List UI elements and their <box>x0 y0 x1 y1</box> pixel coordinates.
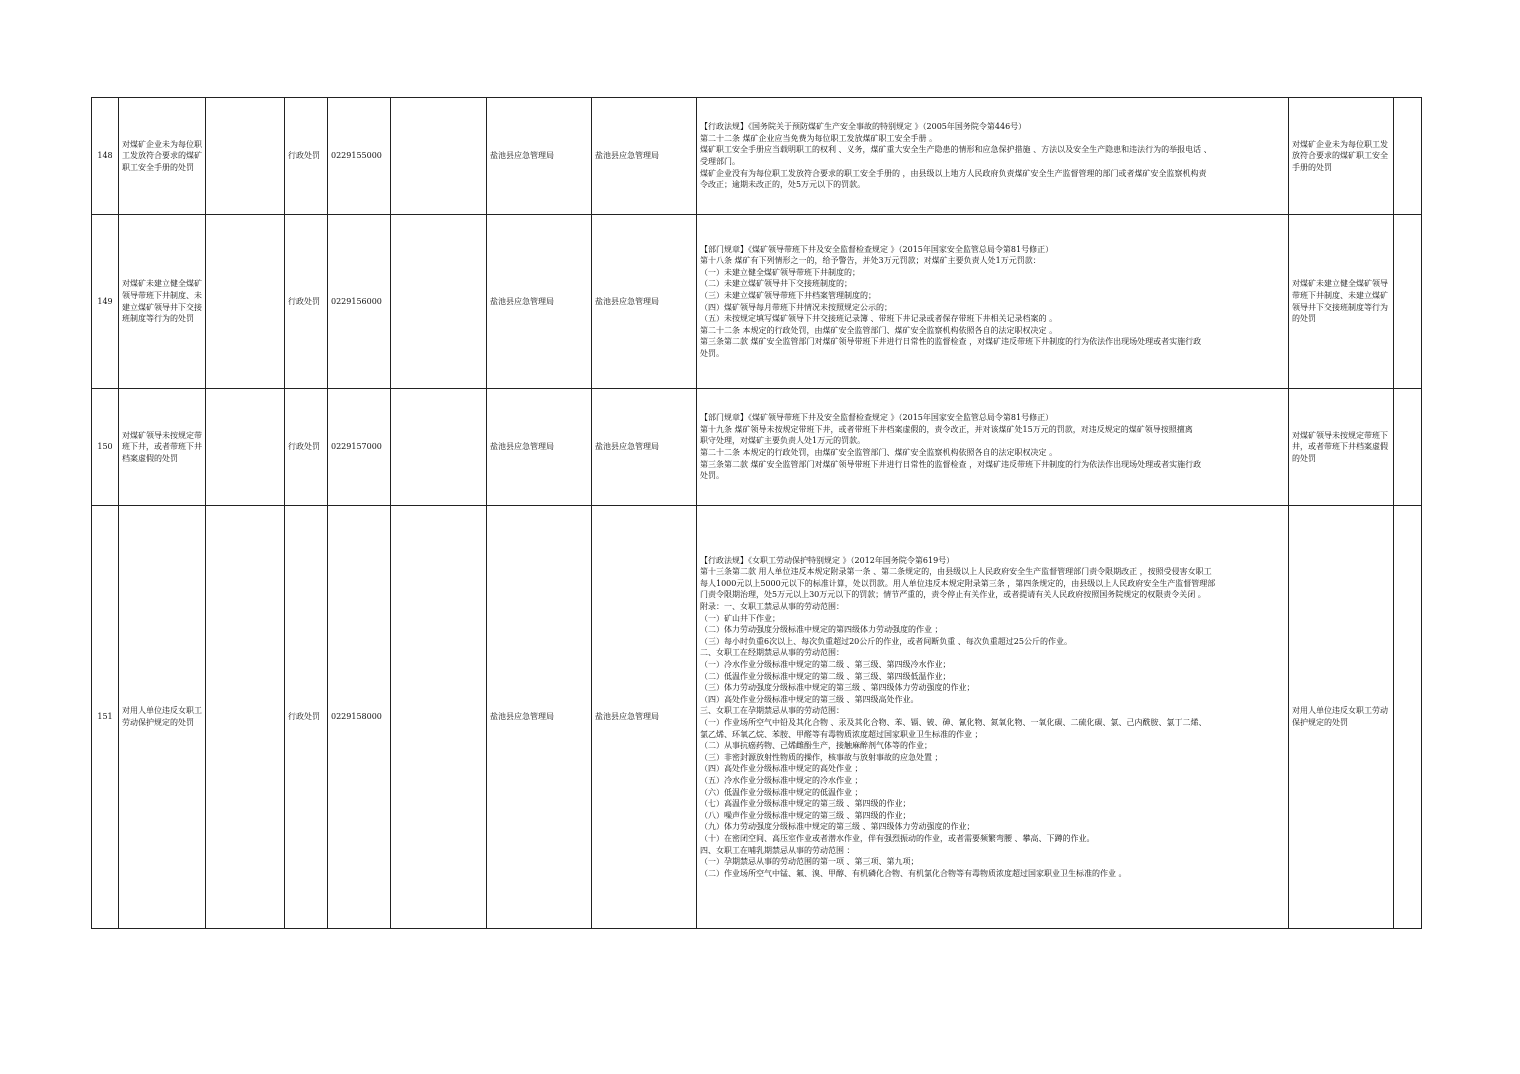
table-row <box>92 98 1422 215</box>
blank-cell <box>391 389 487 506</box>
legal-basis-line: （二）从事抗癌药物、己烯雌酚生产，接触麻醉剂气体等的作业； <box>700 741 932 751</box>
power-type-cell: 行政处罚 <box>285 506 328 929</box>
legal-basis-line: （四）高处作业分级标准中规定的第三级 、第四级高处作业。 <box>700 694 919 704</box>
blank-cell <box>391 98 487 215</box>
row-number-cell: 148 <box>92 98 119 215</box>
power-type-cell: 行政处罚 <box>285 215 328 389</box>
legal-basis-line: 第二十二条 本规定的行政处罚，由煤矿安全监管部门、煤矿安全监察机构依照各自的法定职权决定 。 <box>700 448 1058 457</box>
item-code-cell: 0229155000 <box>328 98 391 215</box>
legal-basis-line: 门责令限期治理，处5万元以上30万元以下的罚款；情节严重的，责令停止有关作业，或者提请有关人民政府按照国务院规定的权限责令关闭 。 <box>700 590 1206 600</box>
legal-basis-line: （二）低温作业分级标准中规定的第二级 、第三级、第四级低温作业； <box>700 671 951 681</box>
legal-basis-line: （八）噪声作业分级标准中规定的第三级 、第四级的作业； <box>700 810 911 820</box>
legal-basis-line: （一）冷水作业分级标准中规定的第二级 、第三级、第四级冷水作业； <box>700 660 951 670</box>
responsible-agency-cell: 盐池县应急管理局 <box>592 389 697 506</box>
implementing-agency-cell: 盐池县应急管理局 <box>487 215 592 389</box>
extra-cell <box>1394 98 1422 215</box>
legal-basis-line: 第十三条第二款 用人单位违反本规定附录第一条 、第二条规定的，由县级以上人民政府安全生产监督管理部门责令限期改正 ，按照受侵害女职工 <box>700 567 1212 577</box>
legal-basis-line: （一）孕期禁忌从事的劳动范围的第一项 、第三项、第九项； <box>700 857 919 867</box>
legal-basis-line: 氯乙烯、环氧乙烷、苯胺、甲醛等有毒物质浓度超过国家职业卫生标准的作业 ； <box>700 729 983 739</box>
item-name-cell: 对用人单位违反女职工劳动保护规定的处罚 <box>119 506 206 929</box>
remarks-cell: 对煤矿未建立健全煤矿领导带班下井制度、未建立煤矿领导井下交接班制度等行为的处罚 <box>1289 215 1394 389</box>
power-list-table <box>91 97 1422 929</box>
sub-item-cell <box>206 215 285 389</box>
power-type-cell: 行政处罚 <box>285 389 328 506</box>
legal-basis-cell <box>697 98 1289 215</box>
legal-basis-line: （一）矿山井下作业； <box>700 613 780 623</box>
legal-basis-cell <box>697 389 1289 506</box>
legal-basis-line: （二）体力劳动强度分级标准中规定的第四级体力劳动强度的作业 ； <box>700 625 943 635</box>
row-number-cell: 150 <box>92 389 119 506</box>
legal-basis-line: 每人1000元以上5000元以下的标准计算，处以罚款。用人单位违反本规定附录第三条 ，第四条规定的，由县级以上人民政府安全生产监督管理部 <box>700 578 1216 588</box>
legal-basis-line: （四）煤矿领导每月带班下井情况未按照规定公示的； <box>700 302 892 312</box>
sub-item-cell <box>206 389 285 506</box>
legal-basis-line: 附录：一、女职工禁忌从事的劳动范围： <box>700 602 844 612</box>
legal-basis-line: 职守处理，对煤矿主要负责人处1万元的罚款。 <box>700 436 866 446</box>
legal-basis-line: 三、女职工在孕期禁忌从事的劳动范围： <box>700 706 844 716</box>
implementing-agency-cell: 盐池县应急管理局 <box>487 506 592 929</box>
implementing-agency-cell: 盐池县应急管理局 <box>487 98 592 215</box>
legal-basis-line: 煤矿企业没有为每位职工发放符合要求的职工安全手册的 ，由县级以上地方人民政府负责煤矿安全生产监督管理的部门或者煤矿安全监察机构责 <box>700 168 1207 178</box>
legal-basis-cell <box>697 506 1289 929</box>
sub-item-cell <box>206 98 285 215</box>
table-row <box>92 389 1422 506</box>
legal-basis-line: 处罚。 <box>700 348 724 358</box>
legal-basis-line: 【部门规章】《煤矿领导带班下井及安全监督检查规定 》（2015年国家安全监管总局令第81号修正） <box>700 413 1054 423</box>
legal-basis-line: （六）低温作业分级标准中规定的低温作业 ； <box>700 787 863 797</box>
item-name-cell: 对煤矿领导未按规定带班下井，或者带班下井档案虚假的处罚 <box>119 389 206 506</box>
power-type-cell: 行政处罚 <box>285 98 328 215</box>
row-number-cell: 149 <box>92 215 119 389</box>
extra-cell <box>1394 506 1422 929</box>
responsible-agency-cell: 盐池县应急管理局 <box>592 506 697 929</box>
legal-basis-line: 【行政法规】《女职工劳动保护特别规定 》（2012年国务院令第619号） <box>700 555 955 565</box>
legal-basis-line: （一）作业场所空气中铅及其化合物 、汞及其化合物、苯、镉、铍、砷、氰化物、氮氧化物、一氧化碳、二硫化碳、氯、己内酰胺、氯丁二烯、 <box>700 718 1207 727</box>
item-name-cell: 对煤矿企业未为每位职工发放符合要求的煤矿职工安全手册的处罚 <box>119 98 206 215</box>
legal-basis-line: （五）未按规定填写煤矿领导下井交接班记录簿 、带班下井记录或者保存带班下井相关记录档案的 。 <box>700 314 1058 324</box>
implementing-agency-cell: 盐池县应急管理局 <box>487 389 592 506</box>
legal-basis-line: 令改正；逾期未改正的，处5万元以下的罚款。 <box>700 180 866 190</box>
legal-basis-line: 四、女职工在哺乳期禁忌从事的劳动范围 ： <box>700 845 855 855</box>
legal-basis-line: 煤矿职工安全手册应当载明职工的权利 、义务，煤矿重大安全生产隐患的情形和应急保护措施 、方法以及安全生产隐患和违法行为的举报电话 、 <box>700 145 1212 155</box>
item-code-cell: 0229156000 <box>328 215 391 389</box>
remarks-cell: 对用人单位违反女职工劳动保护规定的处罚 <box>1289 506 1394 929</box>
legal-basis-line: 第二十二条 本规定的行政处罚，由煤矿安全监管部门、煤矿安全监察机构依照各自的法定职权决定 。 <box>700 325 1058 335</box>
remarks-cell: 对煤矿领导未按规定带班下井，或者带班下井档案虚假的处罚 <box>1289 389 1394 506</box>
legal-basis-line: （四）高处作业分级标准中规定的高处作业 ； <box>700 764 863 774</box>
legal-basis-cell <box>697 215 1289 389</box>
table-body <box>92 98 1422 929</box>
legal-basis-line: 第三条第二款 煤矿安全监管部门对煤矿领导带班下井进行日常性的监督检查 ，对煤矿违反带班下井制度的行为依法作出现场处理或者实施行政 <box>700 459 1202 469</box>
legal-basis-line: （三）非密封源放射性物质的操作，核事故与放射事故的应急处置 ； <box>700 752 943 762</box>
legal-basis-line: （十）在密闭空间、高压室作业或者潜水作业，伴有强烈振动的作业，或者需要频繁弯腰 、攀高、下蹲的作业。 <box>700 833 1095 843</box>
legal-basis-line: 受理部门。 <box>700 157 740 166</box>
extra-cell <box>1394 215 1422 389</box>
legal-basis-line: 处罚。 <box>700 471 724 481</box>
blank-cell <box>391 506 487 929</box>
item-code-cell: 0229157000 <box>328 389 391 506</box>
legal-basis-line: 【部门规章】《煤矿领导带班下井及安全监督检查规定 》（2015年国家安全监管总局令第81号修正） <box>700 244 1054 254</box>
legal-basis-line: 第十九条 煤矿领导未按规定带班下井，或者带班下井档案虚假的，责令改正，并对该煤矿处15万元的罚款，对违反规定的煤矿领导按照擅离 <box>700 424 1193 434</box>
sub-item-cell <box>206 506 285 929</box>
legal-basis-line: （三）体力劳动强度分级标准中规定的第三级 、第四级体力劳动强度的作业； <box>700 683 975 693</box>
legal-basis-line: （五）冷水作业分级标准中规定的冷水作业 ； <box>700 775 863 785</box>
legal-basis-line: （二）未建立煤矿领导井下交接班制度的； <box>700 279 852 289</box>
extra-cell <box>1394 389 1422 506</box>
legal-basis-line: 第二十二条 煤矿企业应当免费为每位职工发放煤矿职工安全手册 。 <box>700 133 938 143</box>
legal-basis-line: （二）作业场所空气中锰、氟、溴、甲醇、有机磷化合物、有机氯化合物等有毒物质浓度超过国家职业卫生标准的作业 。 <box>700 868 1127 878</box>
table-row <box>92 215 1422 389</box>
legal-basis-line: （九）体力劳动强度分级标准中规定的第三级 、第四级体力劳动强度的作业； <box>700 822 975 832</box>
legal-basis-line: （三）未建立煤矿领导带班下井档案管理制度的； <box>700 290 876 300</box>
legal-basis-line: （一）未建立健全煤矿领导带班下井制度的； <box>700 267 860 277</box>
legal-basis-line: 第十八条 煤矿有下列情形之一的，给予警告，并处3万元罚款；对煤矿主要负责人处1万元罚款： <box>700 256 1041 266</box>
item-name-cell: 对煤矿未建立健全煤矿领导带班下井制度、未建立煤矿领导井下交接班制度等行为的处罚 <box>119 215 206 389</box>
item-code-cell: 0229158000 <box>328 506 391 929</box>
legal-basis-line: （三）每小时负重6次以上、每次负重超过20公斤的作业，或者间断负重 、每次负重超过25公斤的作业。 <box>700 636 1072 646</box>
legal-basis-line: 【行政法规】《国务院关于预防煤矿生产安全事故的特别规定 》（2005年国务院令第446号） <box>700 122 1027 132</box>
legal-basis-line: 二、女职工在经期禁忌从事的劳动范围： <box>700 648 844 658</box>
table-row <box>92 506 1422 929</box>
legal-basis-line: （七）高温作业分级标准中规定的第三级 、第四级的作业； <box>700 799 911 809</box>
responsible-agency-cell: 盐池县应急管理局 <box>592 215 697 389</box>
row-number-cell: 151 <box>92 506 119 929</box>
legal-basis-line: 第三条第二款 煤矿安全监管部门对煤矿领导带班下井进行日常性的监督检查 ，对煤矿违反带班下井制度的行为依法作出现场处理或者实施行政 <box>700 337 1202 347</box>
blank-cell <box>391 215 487 389</box>
remarks-cell: 对煤矿企业未为每位职工发放符合要求的煤矿职工安全手册的处罚 <box>1289 98 1394 215</box>
responsible-agency-cell: 盐池县应急管理局 <box>592 98 697 215</box>
